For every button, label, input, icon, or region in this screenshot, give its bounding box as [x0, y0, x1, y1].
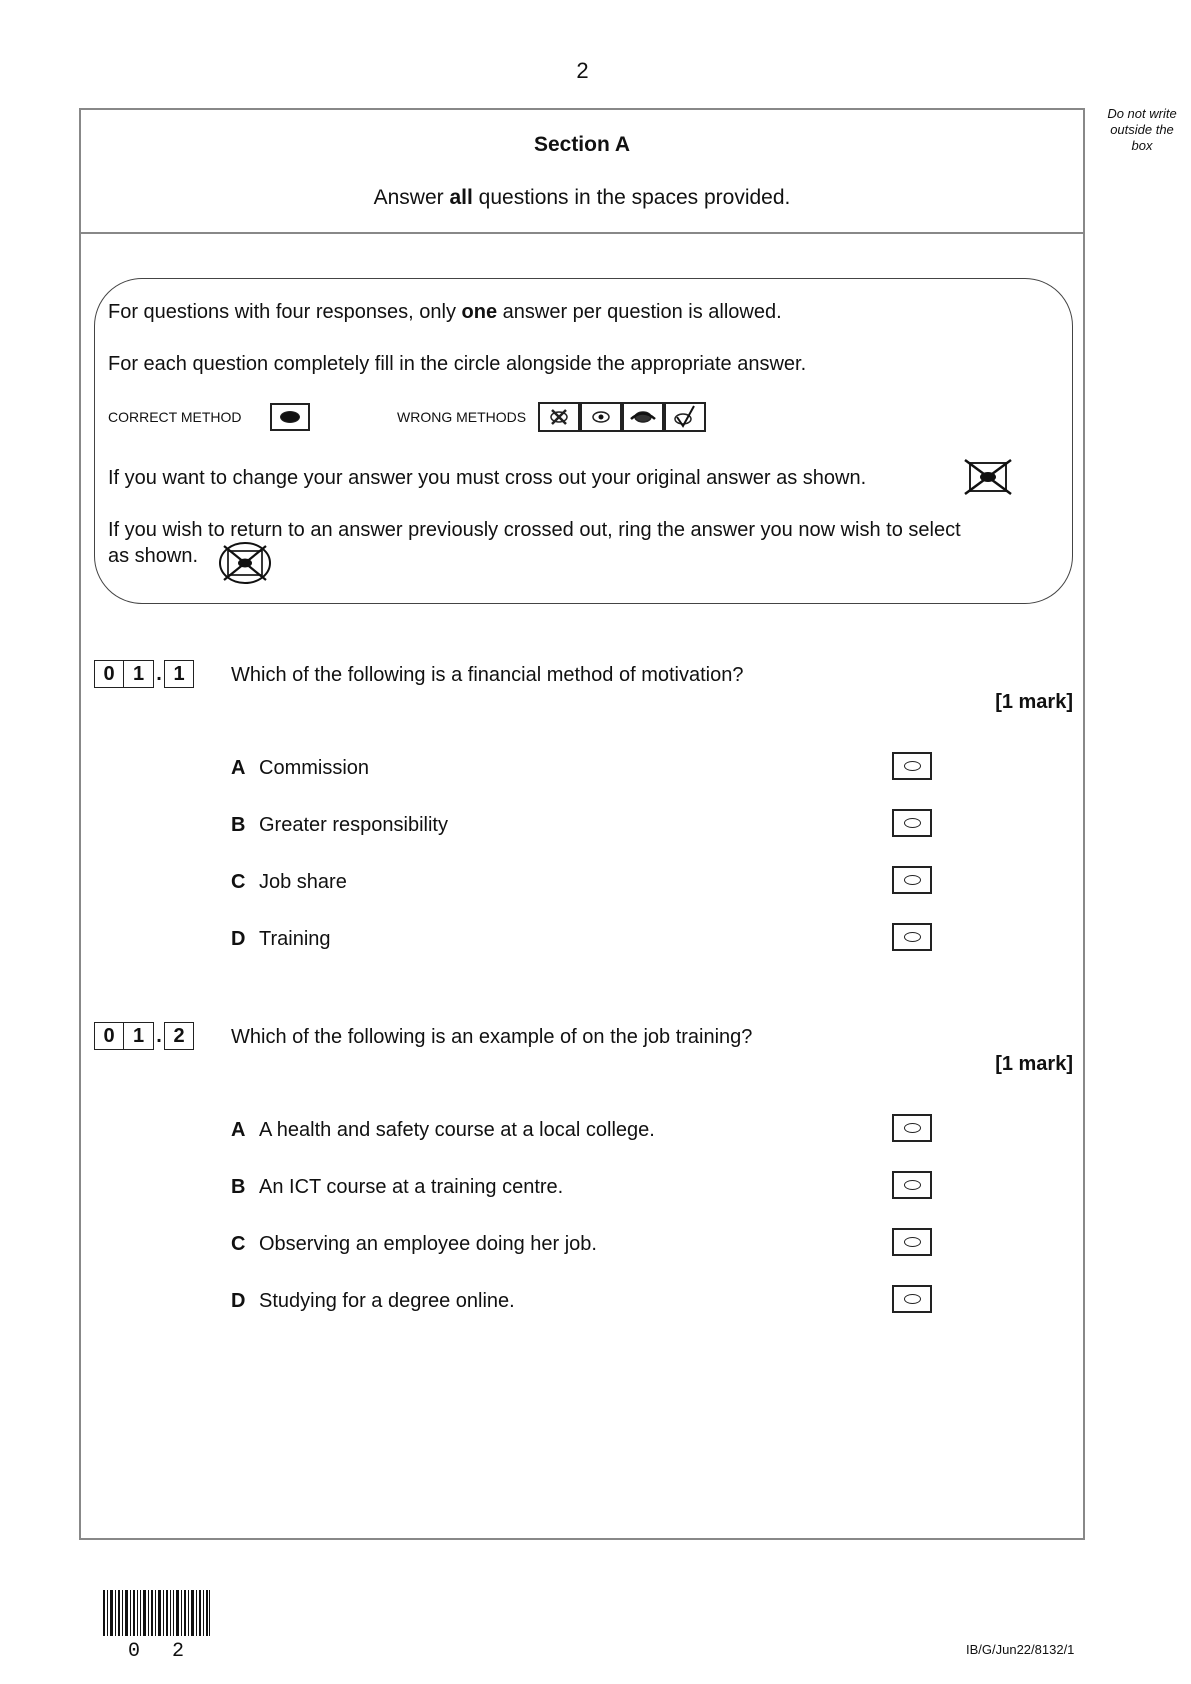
option-b — [231, 1176, 563, 1199]
answer-bubble-01-1-d[interactable] — [892, 923, 932, 951]
option-text: Commission — [259, 757, 370, 779]
option-letter: C — [231, 871, 246, 893]
empty-circle-icon — [904, 1294, 921, 1304]
option-b — [231, 814, 448, 837]
page-number: 2 — [576, 58, 589, 83]
empty-circle-icon — [904, 1180, 921, 1190]
option-letter: A — [231, 1119, 246, 1141]
paper-reference: IB/G/Jun22/8132/1 — [966, 1642, 1075, 1657]
option-c — [231, 871, 347, 894]
option-text: Studying for a degree online. — [259, 1290, 515, 1312]
answer-bubble-01-2-d[interactable] — [892, 1285, 932, 1313]
ringed-crossed-bubble-icon — [216, 540, 274, 586]
filled-circle-icon — [280, 411, 300, 423]
answer-bubble-01-2-c[interactable] — [892, 1228, 932, 1256]
empty-circle-icon — [904, 1237, 921, 1247]
correct-method-label: CORRECT METHOD — [108, 409, 242, 425]
option-text: Observing an employee doing her job. — [259, 1233, 597, 1255]
question-number-01-1 — [94, 660, 194, 688]
option-letter: C — [231, 1233, 246, 1255]
instruction-one-answer — [108, 301, 782, 324]
option-letter: A — [231, 757, 246, 779]
option-a — [231, 1119, 655, 1142]
instruction-return-answer: If you wish to return to an answer previously crossed out, ring the answer you now wish to select — [108, 519, 961, 541]
option-d — [231, 1290, 515, 1313]
option-c — [231, 1233, 597, 1256]
empty-circle-icon — [904, 932, 921, 942]
instruction-text: Answer — [373, 186, 450, 209]
wrong-methods-label: WRONG METHODS — [397, 409, 527, 425]
question-text: Which of the following is a financial method of motivation? — [231, 664, 744, 686]
question-number-digit: 1 — [124, 660, 154, 688]
question-number-digit: 0 — [94, 660, 124, 688]
instruction-fill-circle: For each question completely fill in the circle alongside the appropriate answer. — [108, 353, 807, 375]
margin-note-line: box — [1131, 138, 1153, 153]
option-letter: D — [231, 928, 246, 950]
question-number-digit: 1 — [164, 660, 194, 688]
question-marks: [1 mark] — [995, 691, 1073, 713]
question-number-dot: . — [156, 662, 162, 685]
margin-note-line: outside the — [1110, 122, 1174, 137]
correct-method-example — [270, 403, 310, 431]
crossed-out-bubble-icon — [962, 457, 1014, 497]
header-divider — [79, 232, 1085, 234]
question-text: Which of the following is an example of on the job training? — [231, 1026, 753, 1048]
option-a — [231, 757, 369, 780]
option-text: Training — [259, 928, 331, 950]
instruction-cross-out: If you want to change your answer you must cross out your original answer as shown. — [108, 467, 867, 489]
question-number-digit: 0 — [94, 1022, 124, 1050]
empty-circle-icon — [904, 761, 921, 771]
question-number-01-2 — [94, 1022, 194, 1050]
instruction-text: questions in the spaces provided. — [472, 186, 791, 209]
question-marks: [1 mark] — [995, 1053, 1073, 1075]
wrong-methods-examples — [538, 402, 706, 432]
barcode-icon — [103, 1590, 211, 1636]
instruction-emphasis: all — [449, 186, 473, 209]
answer-bubble-01-1-a[interactable] — [892, 752, 932, 780]
instruction-text: For questions with four responses, only — [108, 301, 462, 323]
barcode-number: 0 2 — [128, 1640, 195, 1663]
question-number-digit: 2 — [164, 1022, 194, 1050]
instruction-as-shown: as shown. — [108, 545, 199, 567]
option-text: A health and safety course at a local college. — [259, 1119, 655, 1141]
question-number-digit: 1 — [124, 1022, 154, 1050]
section-title: Section A — [533, 133, 631, 156]
option-d — [231, 928, 331, 951]
instruction-emphasis: one — [461, 301, 498, 323]
option-text: Job share — [259, 871, 347, 893]
empty-circle-icon — [904, 1123, 921, 1133]
option-text: Greater responsibility — [259, 814, 448, 836]
option-letter: B — [231, 1176, 246, 1198]
instruction-text: answer per question is allowed. — [497, 301, 782, 323]
option-letter: D — [231, 1290, 246, 1312]
answer-bubble-01-1-b[interactable] — [892, 809, 932, 837]
question-number-dot: . — [156, 1024, 162, 1047]
answer-bubble-01-2-b[interactable] — [892, 1171, 932, 1199]
option-text: An ICT course at a training centre. — [259, 1176, 564, 1198]
margin-note-line: Do not write — [1107, 106, 1177, 121]
margin-note — [1092, 106, 1191, 154]
answer-bubble-01-1-c[interactable] — [892, 866, 932, 894]
answer-bubble-01-2-a[interactable] — [892, 1114, 932, 1142]
section-instruction — [79, 186, 1085, 210]
empty-circle-icon — [904, 818, 921, 828]
empty-circle-icon — [904, 875, 921, 885]
option-letter: B — [231, 814, 246, 836]
